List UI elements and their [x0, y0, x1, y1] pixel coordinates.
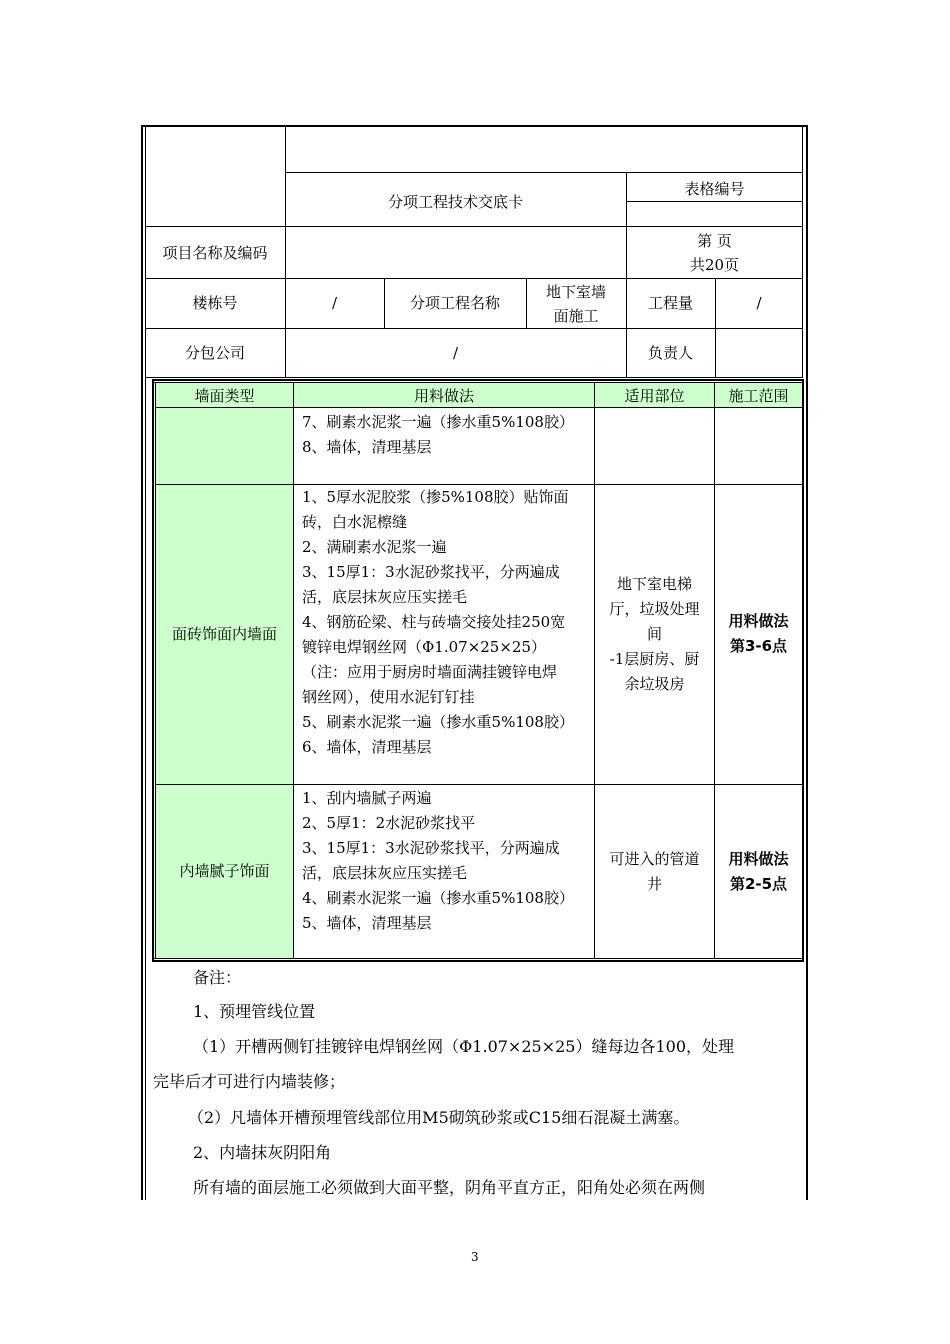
wall-type-cell: 面砖饰面内墙面: [171, 625, 277, 643]
location-line: 间: [646, 625, 662, 643]
outer-border-left: [141, 125, 143, 1200]
page-number: 3: [471, 1250, 479, 1264]
project-name-label: 项目名称及编码: [162, 244, 268, 262]
form-title: 分项工程技术交底卡: [387, 193, 523, 211]
wall-type-cell: 内墙腻子饰面: [179, 862, 270, 880]
quantity-label: 工程量: [647, 294, 693, 312]
notes-line: 1、预埋管线位置: [193, 1002, 316, 1021]
method-line: 钢丝网），使用水泥钉钉挂: [302, 688, 475, 706]
method-line: 5、墙体，清理基层: [302, 914, 432, 932]
outer-border-right: [806, 125, 808, 1200]
location-line: 井: [646, 875, 662, 893]
subcontractor-value: /: [452, 344, 459, 362]
method-line: 2、满刷素水泥浆一遍: [302, 538, 447, 556]
method-line: 4、钢筋砼梁、柱与砖墙交接处挂250宽: [302, 613, 566, 631]
method-line: 砖，白水泥檫缝: [302, 513, 408, 531]
col-header-method: 用料做法: [413, 387, 474, 405]
notes-heading: 备注：: [193, 968, 242, 987]
col-header-wall-type: 墙面类型: [194, 387, 255, 405]
notes-line: 完毕后才可进行内墙装修；: [153, 1072, 346, 1091]
notes-line: 2、内墙抹灰阴阳角: [193, 1143, 332, 1162]
method-line: 7、刷素水泥浆一遍（掺水重5%108胶）: [302, 413, 574, 431]
col-header-location: 适用部位: [624, 387, 685, 405]
method-line: 活，底层抹灰应压实搓毛: [302, 588, 468, 606]
notes-line: （1）开槽两侧钉挂镀锌电焊钢丝网（Φ1.07×25×25）缝每边各100，处理: [193, 1037, 734, 1056]
form-number-label: 表格编号: [684, 180, 745, 198]
subitem-value-line2: 面施工: [553, 307, 599, 325]
subitem-value-line1: 地下室墙: [545, 283, 606, 301]
scope-line: 第3-6点: [729, 637, 788, 655]
col-header-scope: 施工范围: [728, 387, 789, 405]
outer-border-top: [141, 125, 808, 127]
scope-line: 第2-5点: [729, 875, 788, 893]
scope-line: 用料做法: [728, 850, 789, 868]
subcontractor-label: 分包公司: [184, 344, 245, 362]
method-line: （注：应用于厨房时墙面满挂镀锌电焊: [302, 663, 558, 681]
location-line: -1层厨房、厨: [609, 650, 700, 668]
outer-border-left-inner: [145, 127, 146, 1200]
location-line: 余垃圾房: [624, 675, 685, 693]
method-line: 1、5厚水泥胶浆（掺5%108胶）贴饰面: [302, 488, 569, 506]
location-line: 可进入的管道: [609, 850, 700, 868]
method-line: 活，底层抹灰应压实搓毛: [302, 864, 468, 882]
method-line: 1、刮内墙腻子两遍: [302, 789, 432, 807]
building-label: 楼栋号: [192, 294, 238, 312]
method-line: 镀锌电焊钢丝网（Φ1.07×25×25）: [302, 638, 547, 656]
method-line: 3、15厚1：3水泥砂浆找平，分两遍成: [302, 839, 560, 857]
building-value: /: [331, 294, 338, 312]
method-line: 4、刷素水泥浆一遍（掺水重5%108胶）: [302, 889, 574, 907]
quantity-value: /: [756, 294, 762, 312]
total-pages: 共20页: [689, 256, 740, 274]
method-line: 6、墙体，清理基层: [302, 738, 432, 756]
method-line: 3、15厚1：3水泥砂浆找平，分两遍成: [302, 563, 560, 581]
location-line: 厅，垃圾处理: [609, 600, 700, 618]
subitem-label: 分项工程名称: [409, 294, 500, 312]
notes-line: 所有墙的面层施工必须做到大面平整，阴角平直方正，阳角处必须在两侧: [193, 1178, 706, 1197]
location-line: 地下室电梯: [616, 575, 692, 593]
method-line: 5、刷素水泥浆一遍（掺水重5%108胶）: [302, 713, 574, 731]
page-label: 第 页: [697, 232, 732, 250]
scope-line: 用料做法: [728, 612, 789, 630]
notes-line: （2）凡墙体开槽预埋管线部位用M5砌筑砂浆或C15细石混凝土满塞。: [188, 1108, 690, 1127]
method-line: 2、5厚1：2水泥砂浆找平: [302, 814, 476, 832]
responsible-label: 负责人: [647, 344, 693, 362]
method-line: 8、墙体，清理基层: [302, 438, 432, 456]
